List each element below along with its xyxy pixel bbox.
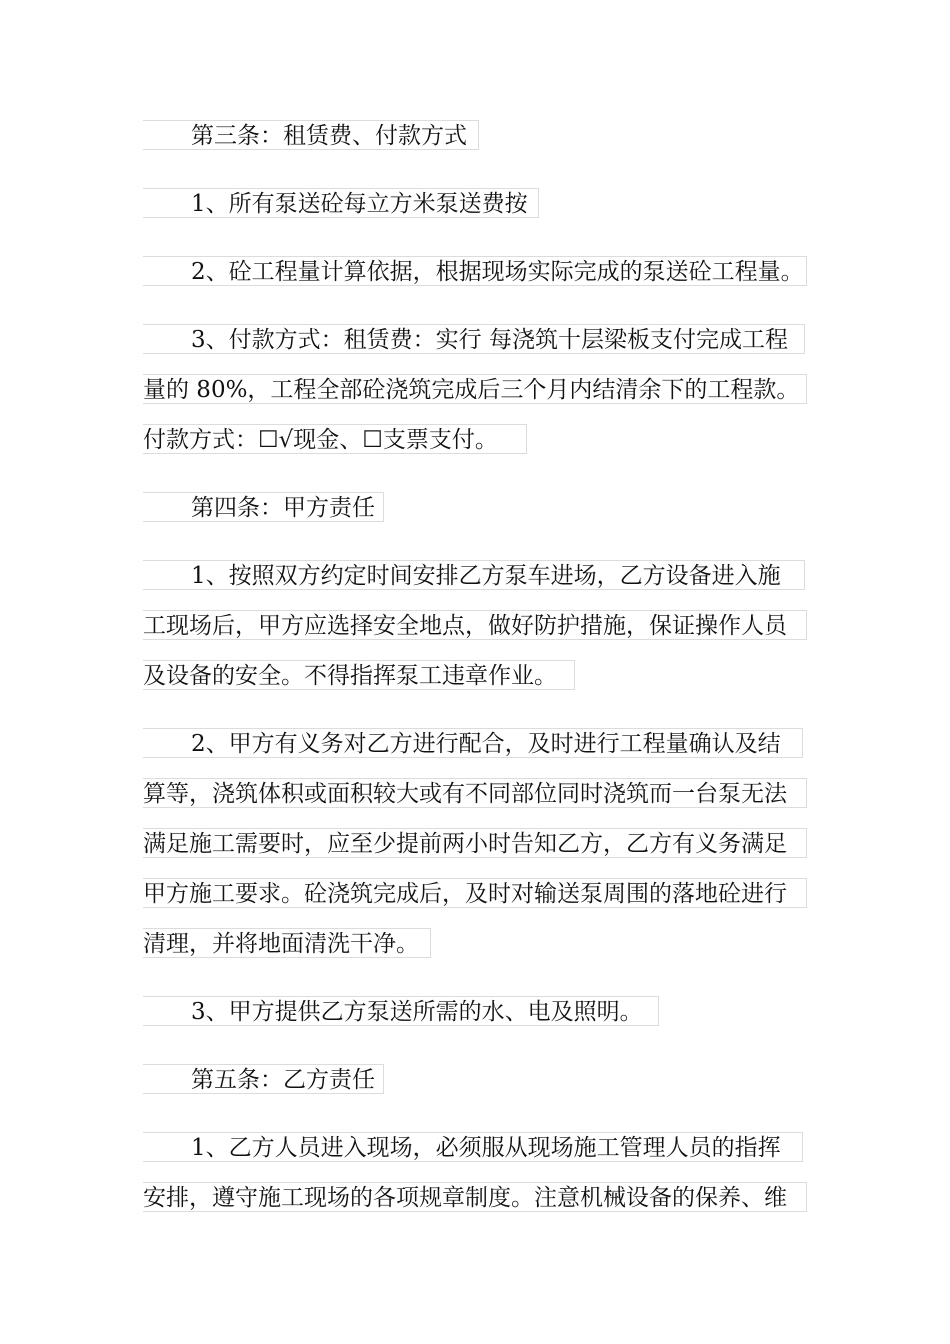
article-5-clause-1-line-2: 安排，遵守施工现场的各项规章制度。注意机械设备的保养、维 (143, 1182, 807, 1212)
article-4-clause-2-line-5: 清理，并将地面清洗干净。 (143, 928, 431, 958)
article-4-heading: 第四条：甲方责任 (143, 492, 384, 522)
article-5-heading: 第五条：乙方责任 (143, 1064, 384, 1094)
article-3-clause-2: 2、砼工程量计算依据，根据现场实际完成的泵送砼工程量。 (143, 256, 807, 286)
article-5-clause-1-line-1: 1、乙方人员进入现场，必须服从现场施工管理人员的指挥 (143, 1132, 803, 1162)
article-4-clause-3: 3、甲方提供乙方泵送所需的水、电及照明。 (143, 996, 659, 1026)
article-3-clause-3-line-1: 3、付款方式：租赁费：实行 每浇筑十层梁板支付完成工程 (143, 324, 805, 354)
article-4-clause-1-line-1: 1、按照双方约定时间安排乙方泵车进场，乙方设备进入施 (143, 560, 805, 590)
article-3-clause-3-line-2: 量的 80%，工程全部砼浇筑完成后三个月内结清余下的工程款。 (143, 374, 807, 404)
article-4-clause-2-line-2: 算等，浇筑体积或面积较大或有不同部位同时浇筑而一台泵无法 (143, 778, 807, 808)
payment-method-line: 付款方式：☐√现金、☐支票支付。 (143, 424, 527, 454)
article-4-clause-1-line-3: 及设备的安全。不得指挥泵工违章作业。 (143, 660, 575, 690)
article-4-clause-1-line-2: 工现场后，甲方应选择安全地点，做好防护措施，保证操作人员 (143, 610, 807, 640)
article-3-clause-1: 1、所有泵送砼每立方米泵送费按 (143, 188, 539, 218)
article-3-heading: 第三条：租赁费、付款方式 (143, 120, 479, 150)
article-4-clause-2-line-3: 满足施工需要时，应至少提前两小时告知乙方，乙方有义务满足 (143, 828, 807, 858)
article-4-clause-2-line-4: 甲方施工要求。砼浇筑完成后，及时对输送泵周围的落地砼进行 (143, 878, 807, 908)
article-4-clause-2-line-1: 2、甲方有义务对乙方进行配合，及时进行工程量确认及结 (143, 728, 803, 758)
